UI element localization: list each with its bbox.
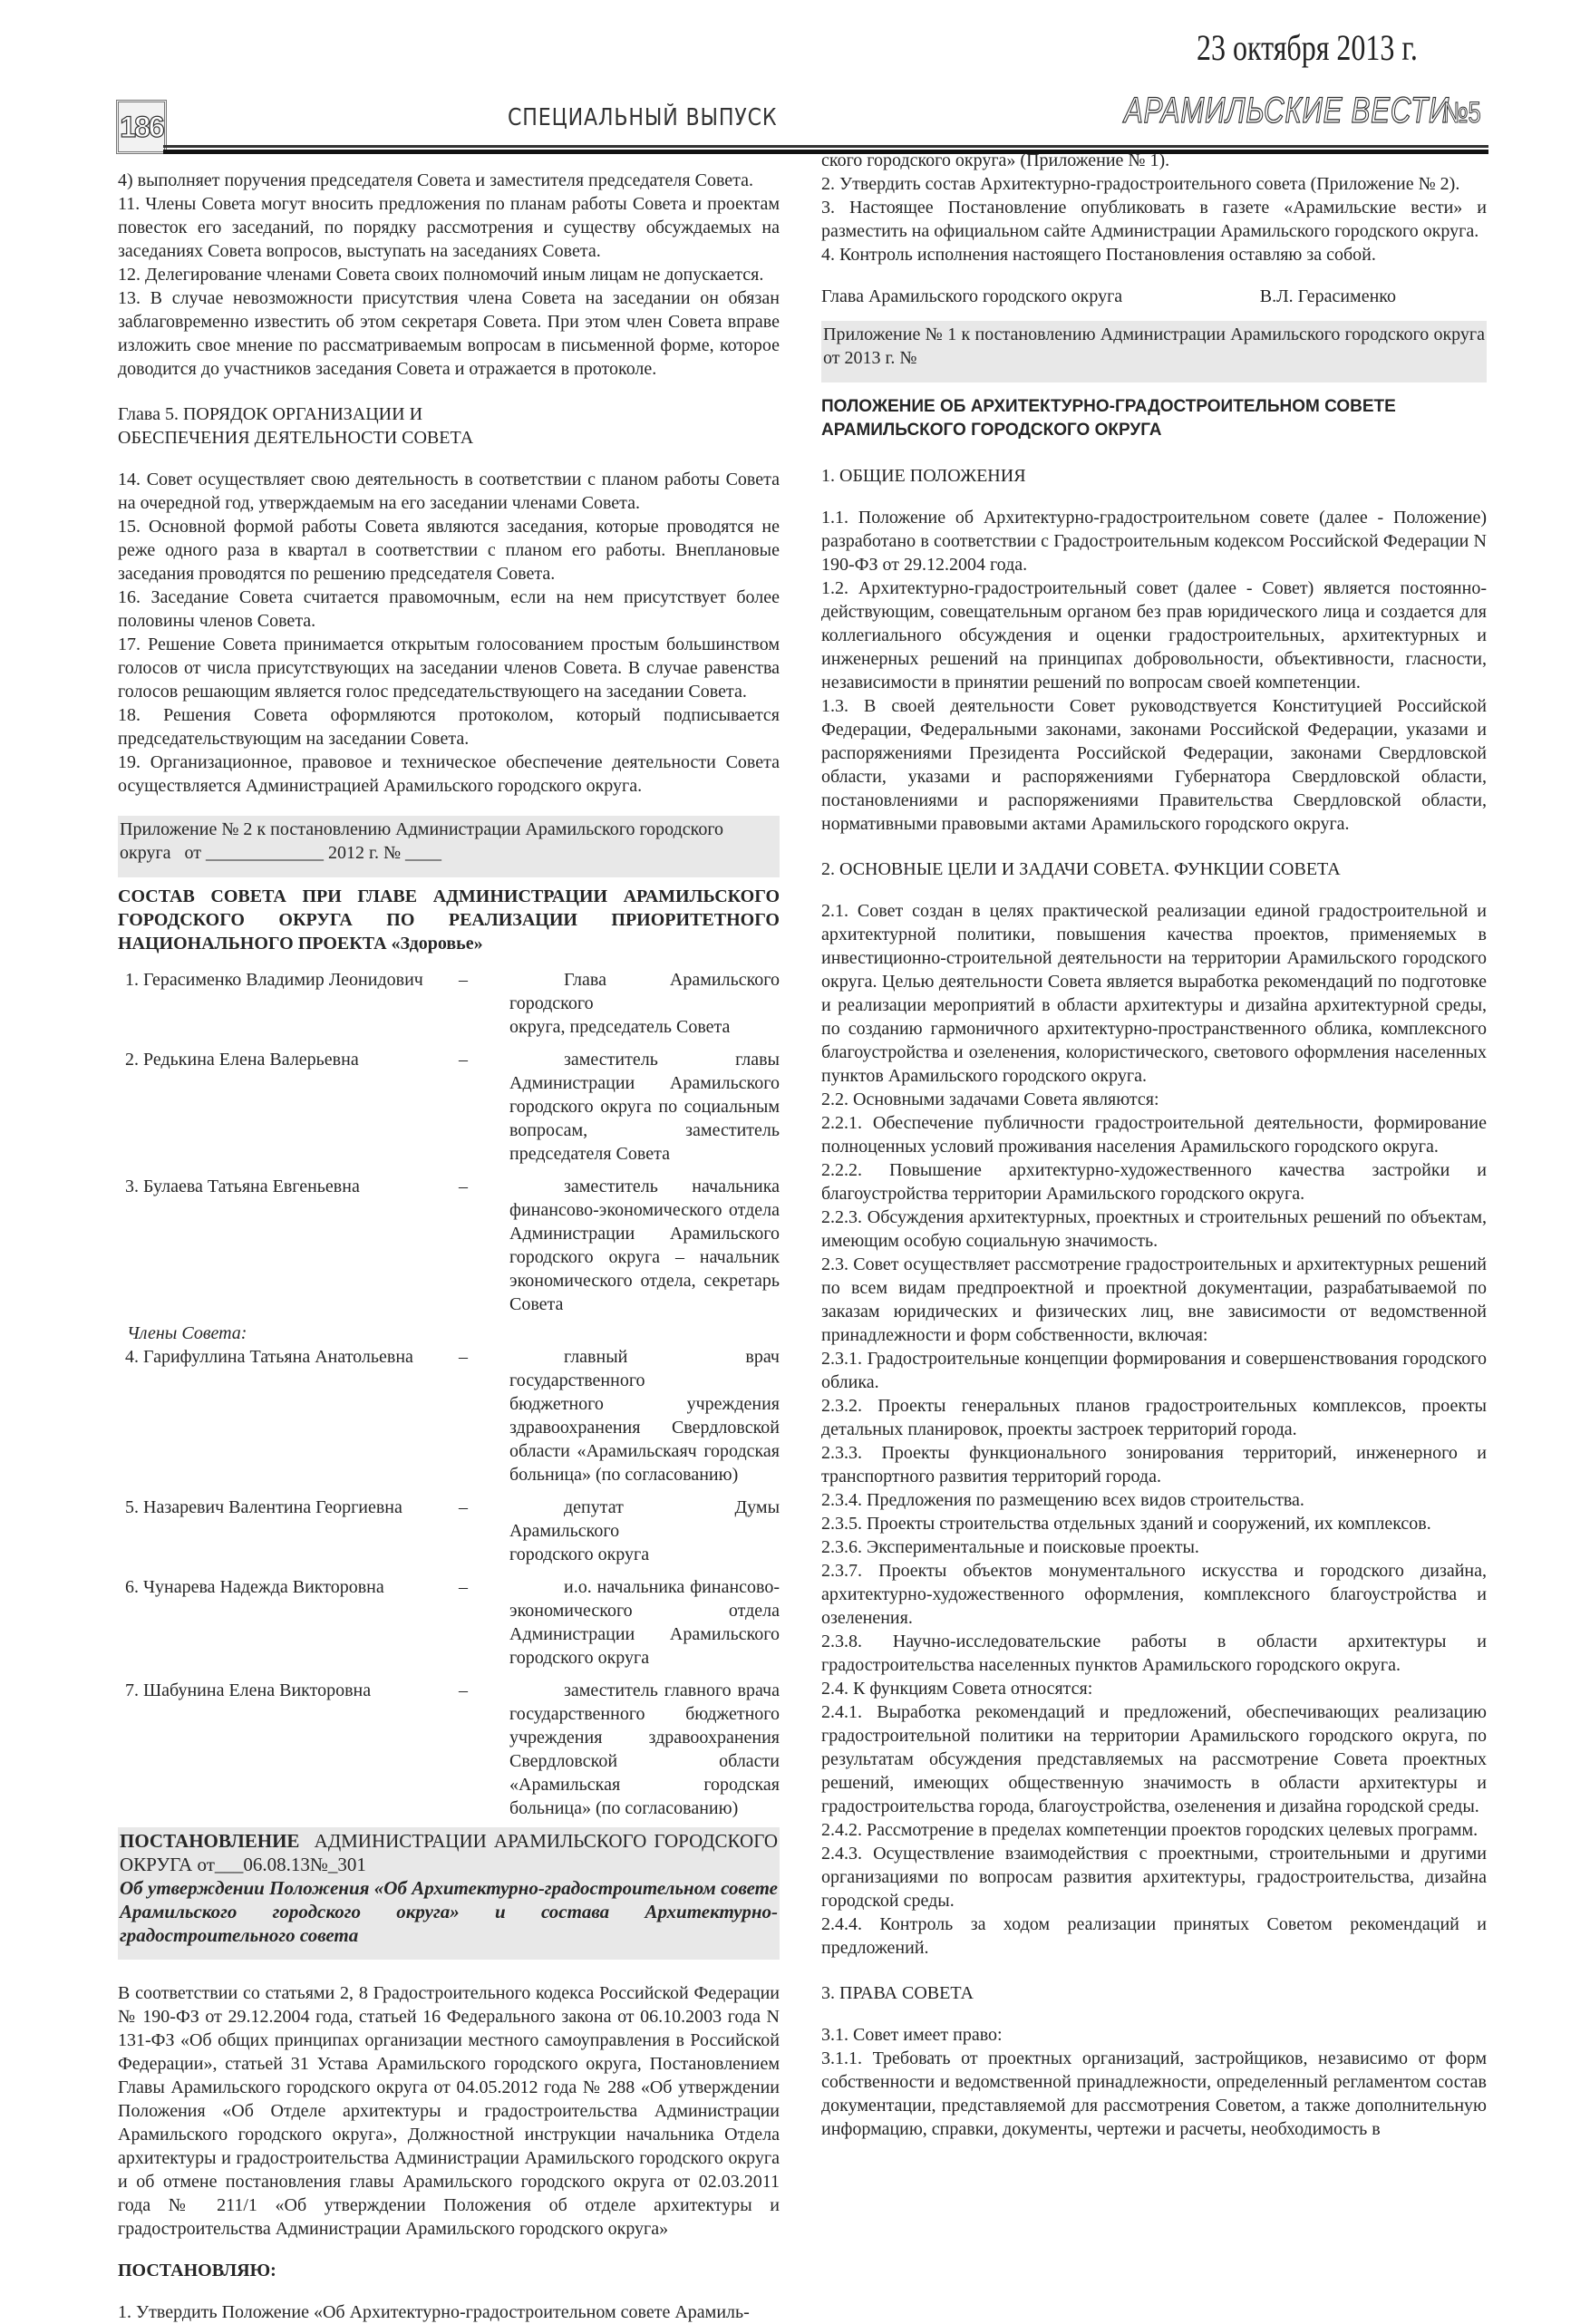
paragraph: 2.2.2. Повышение архитектурно-художественного качества застройки и благоустройства территории Арамильского городского округа. (821, 1160, 1487, 1204)
member-name: 3. Булаева Татьяна Евгеньевна (125, 1177, 360, 1196)
decree-header-box (118, 1827, 783, 1960)
members-label: Члены Совета: (127, 1323, 247, 1343)
section1-paragraphs (821, 506, 1487, 836)
paragraph: 2.3.5. Проекты строительства отдельных зданий и сооружений, их комплексов. (821, 1514, 1431, 1534)
paragraph: 2.4. К функциям Совета относятся: (821, 1679, 1093, 1699)
paragraph: 17. Решение Совета принимается открытым голосованием простым большинством голосов от числа присутствующих на заседании членов Совета. В случае равенства голосов решающим является голос председательствующего на заседании Совета. (118, 634, 780, 702)
appendix1-box: Приложение № 1 к постановлению Администрации Арамильского городского округа от 2013 г. № (821, 321, 1487, 382)
left-column (118, 169, 783, 2324)
header-rule (163, 145, 1488, 148)
member-role-rest: бюджетного учреждения здравоохранения Свердловской области «Арамильскаяч городская больница» (по согласованию) (509, 1394, 780, 1485)
paragraph: 3.1. Совет имеет право: (821, 2025, 1003, 2045)
chapter5-title-line: Глава 5. ПОРЯДОК ОРГАНИЗАЦИИ И (118, 404, 423, 424)
paragraph: 1.1. Положение об Архитектурно-градостроительном совете (далее - Положение) разработано в соответствии с Градостроительным кодексом Российской Федерации N 190-ФЗ от 29.12.2004 года. (821, 508, 1487, 575)
dash: – (459, 1577, 468, 1597)
decree-item-1: 1. Утвердить Положение «Об Архитектурно-градостроительном совете Арамиль- (118, 2302, 750, 2322)
paragraph: 18. Решения Совета оформляются протоколом, который подписывается председательствующим на заседании Совета. (118, 705, 780, 749)
section2-title: 2. ОСНОВНЫЕ ЦЕЛИ И ЗАДАЧИ СОВЕТА. ФУНКЦИИ СОВЕТА (821, 859, 1341, 879)
dash: – (459, 1177, 468, 1196)
signature-title: Глава Арамильского городского округа (821, 286, 1123, 306)
member-role-rest: финансово-экономического отдела Администрации Арамильского городского округа – начальник экономического отдела, секретарь Совета (509, 1200, 780, 1314)
paragraph: 14. Совет осуществляет свою деятельность в соответствии с планом работы Совета на очередной год, утверждаемым на его заседании членами Совета. (118, 470, 780, 513)
regulation-title: ПОЛОЖЕНИЕ ОБ АРХИТЕКТУРНО-ГРАДОСТРОИТЕЛЬНОМ СОВЕТЕ АРАМИЛЬСКОГО ГОРОДСКОГО ОКРУГА (821, 397, 1396, 440)
paragraph: 2. Утвердить состав Архитектурно-градостроительного совета (Приложение № 2). (821, 174, 1460, 194)
member-role-first: главный врач государственного (509, 1347, 780, 1390)
dash: – (459, 1680, 468, 1700)
paragraph: 2.3.6. Экспериментальные и поисковые проекты. (821, 1537, 1199, 1557)
signature-name: В.Л. Герасименко (1259, 286, 1396, 306)
member-role (509, 1175, 780, 1316)
newspaper-logo: АРАМИЛЬСКИЕ ВЕСТИ (1124, 91, 1450, 131)
decree-items (821, 149, 1487, 266)
member-role-rest: государственного бюджетного учреждения здравоохранения Свердловской области «Арамильская городская больница» (по согласованию) (509, 1704, 780, 1818)
member-row (125, 1048, 780, 1166)
member-name: 5. Назаревич Валентина Георгиевна (125, 1497, 402, 1517)
member-role (509, 1575, 780, 1670)
paragraph: 1.2. Архитектурно-градостроительный совет (далее - Совет) является постоянно-действующим, совещательным органом без прав юридического лица и создается для коллегиального обсуждения и оценки градостроительных, архитектурных и инженерных решений на принципах добровольности, объективности, гласности, независимости в принятии решений по вопросам своей компетенции. (821, 578, 1487, 692)
paragraph: 4) выполняет поручения председателя Совета и заместителя председателя Совета. (118, 170, 754, 190)
paragraph: 2.2. Основными задачами Совета являются: (821, 1089, 1159, 1109)
section-label: СПЕЦИАЛЬНЫЙ ВЫПУСК (508, 104, 778, 131)
paragraph: 19. Организационное, правовое и техническое обеспечение деятельности Совета осуществляется Администрацией Арамильского городского округа. (118, 752, 780, 796)
composition-title-project: «Здоровье» (391, 934, 483, 954)
member-row (125, 1496, 780, 1566)
section1-title: 1. ОБЩИЕ ПОЛОЖЕНИЯ (821, 466, 1026, 486)
chapter5-paragraphs (118, 468, 780, 798)
decree-issuer: АДМИНИСТРАЦИИ АРАМИЛЬСКОГО ГОРОДСКОГО ОКРУГА от___06.08.13№_301 (120, 1830, 783, 1875)
composition-title-text: СОСТАВ СОВЕТА ПРИ ГЛАВЕ АДМИНИСТРАЦИИ АРАМИЛЬСКОГО ГОРОДСКОГО ОКРУГА ПО РЕАЛИЗАЦИИ ПРИОРИТЕТНОГО НАЦИОНАЛЬНОГО ПРОЕКТА (118, 886, 780, 954)
paragraph: 2.4.4. Контроль за ходом реализации принятых Советом рекомендаций и предложений. (821, 1914, 1487, 1958)
member-row (125, 1575, 780, 1670)
member-row (125, 1345, 780, 1486)
paragraph: 2.3.7. Проекты объектов монументального искусства и городского дизайна, архитектурно-художественного оформления, комплексного благоустройства и озеленения. (821, 1561, 1487, 1628)
member-role-rest: экономического отдела Администрации Арамильского городского округа (509, 1601, 780, 1668)
composition-title (118, 885, 780, 955)
paragraph: 13. В случае невозможности присутствия члена Совета на заседании он обязан заблаговременно известить об этом секретаря Совета. При этом член Совета вправе изложить свое мнение по рассматриваемым вопросам в письменной форме, которое доводится до участников заседания Совета и отражается в протоколе. (118, 288, 780, 379)
member-role-rest: округа, председатель Совета (509, 1017, 731, 1037)
paragraph: 2.3.8. Научно-исследовательские работы в области архитектуры и градостроительства населенных пунктов Арамильского городского округа. (821, 1632, 1487, 1675)
paragraph: 1.3. В своей деятельности Совет руководствуется Конституцией Российской Федерации, Федеральными законами, законами Российской Федерации, указами и распоряжениями Президента Российской Федерации, законами Свердловской области, указами и распоряжениями Губернатора Свердловской области, постановлениями и распоряжениями Правительства Свердловской области, нормативными правовыми актами Арамильского городского округа. (821, 696, 1487, 834)
dash: – (459, 1050, 468, 1070)
paragraph: 2.4.2. Рассмотрение в пределах компетенции проектов городских целевых программ. (821, 1820, 1479, 1840)
member-name: 6. Чунарева Надежда Викторовна (125, 1577, 384, 1597)
paragraph: 16. Заседание Совета считается правомочным, если на нем присутствует более половины членов Совета. (118, 587, 780, 631)
member-role-rest: Администрации Арамильского городского округа по социальным вопросам, заместитель председателя Совета (509, 1073, 780, 1164)
paragraph: ского городского округа» (Приложение № 1). (821, 150, 1170, 170)
member-role-first: заместитель начальника (564, 1177, 780, 1196)
chapter5-title-line: ОБЕСПЕЧЕНИЯ ДЕЯТЕЛЬНОСТИ СОВЕТА (118, 428, 474, 448)
paragraph: 2.4.3. Осуществление взаимодействия с проектными, строительными и другими организациями по вопросам развития архитектуры, градостроительства, дизайна городской среды. (821, 1844, 1487, 1911)
member-row (125, 1175, 780, 1316)
member-role-first: депутат Думы Арамильского (509, 1497, 780, 1541)
decree-label: ПОСТАНОВЛЕНИЕ (120, 1830, 300, 1852)
section3-title: 3. ПРАВА СОВЕТА (821, 1983, 974, 2003)
issue-number: №5 (1443, 96, 1481, 129)
paragraph: 3. Настоящее Постановление опубликовать в газете «Арамильские вести» и разместить на официальном сайте Администрации Арамильского городского округа. (821, 198, 1487, 241)
member-role (509, 1679, 780, 1820)
paragraph: 2.3.3. Проекты функционального зонирования территорий, инженерного и транспортного развития территорий города. (821, 1443, 1487, 1486)
section2-paragraphs (821, 899, 1487, 1960)
member-row (125, 1679, 780, 1820)
member-name: 2. Редькина Елена Валерьевна (125, 1050, 359, 1070)
paragraph: 2.2.1. Обеспечение публичности градостроительной деятельности, формирование полноценных условий проживания населения Арамильского городского округа. (821, 1113, 1487, 1157)
paragraph: 11. Члены Совета могут вносить предложения по планам работы Совета и проектам повесток его заседаний, по порядку рассмотрения и существу обсуждаемых на заседаниях Совета вопросов, выступать на заседаниях Совета. (118, 194, 780, 261)
member-role-rest: городского округа (509, 1544, 650, 1564)
paragraph: 12. Делегирование членами Совета своих полномочий иным лицам не допускается. (118, 265, 764, 285)
appendix2-line: округа от _____________ 2012 г. № ____ (120, 843, 442, 863)
right-column (821, 149, 1487, 2141)
chapter5-title (118, 402, 780, 450)
member-role (509, 1496, 780, 1566)
paragraph: 3.1.1. Требовать от проектных организаций, застройщиков, независимо от форм собственности и ведомственной принадлежности, определенный регламентом состав документации, представляемой для рассмотрения Советом, а также дополнительную информацию, справки, документы, чертежи и расчеты, необходимость в (821, 2048, 1487, 2139)
dash: – (459, 970, 468, 990)
signature (821, 285, 1487, 308)
paragraph: 2.2.3. Обсуждения архитектурных, проектных и строительных решений по объектам, имеющим особую социальную значимость. (821, 1207, 1487, 1251)
appendix2-line: Приложение № 2 к постановлению Администрации Арамильского городского (120, 819, 724, 839)
member-role-first: и.о. начальника финансово- (564, 1577, 780, 1597)
paragraph: 2.1. Совет создан в целях практической реализации единой градостроительной и архитектурной политики, повышения качества проектов, применяемых в инвестиционно-строительной деятельности на территории Арамильского городского округа. Целью деятельности Совета является выработка рекомендаций по подготовке и реализации мероприятий в области архитектуры и дизайна архитектурной среды, по созданию гармоничного архитектурно-пространственного облика, комплексного благоустройства и озеленения, колористического, светового оформления населенных пунктов Арамильского городского округа. (821, 901, 1487, 1086)
paragraph: 2.3.4. Предложения по размещению всех видов строительства. (821, 1490, 1304, 1510)
paragraph: 15. Основной формой работы Совета являются заседания, которые проводятся не реже одного раза в квартал в соответствии с планом его работы. Внеплановые заседания проводятся по решению председателя Совета. (118, 517, 780, 584)
paragraph: 2.3.2. Проекты генеральных планов градостроительных комплексов, проекты детальных планировок, проекты застроек территорий города. (821, 1396, 1487, 1439)
member-role (509, 968, 780, 1039)
member-role-first: заместитель главного врача (564, 1680, 780, 1700)
member-row (125, 968, 780, 1039)
paragraph: 2.3. Совет осуществляет рассмотрение градостроительных и архитектурных решений по всем видам предпроектной и проектной документации, разрабатываемой по заказам юридических и физических лиц, вне зависимости от ведомственной принадлежности и форм собственности, включая: (821, 1254, 1487, 1345)
paragraph: 4. Контроль исполнения настоящего Постановления оставляю за собой. (821, 245, 1376, 265)
appendix2-box (118, 816, 780, 877)
member-role (509, 1345, 780, 1486)
member-name: 7. Шабунина Елена Викторовна (125, 1680, 372, 1700)
council-rules-paragraphs (118, 169, 780, 381)
dash: – (459, 1497, 468, 1517)
member-name: 1. Герасименко Владимир Леонидович (125, 970, 423, 990)
resolve-heading: ПОСТАНОВЛЯЮ: (118, 2261, 276, 2280)
member-role-first: Глава Арамильского городского (509, 970, 780, 1013)
paragraph: 2.3.1. Градостроительные концепции формирования и совершенствования городского облика. (821, 1349, 1487, 1392)
page-number: 186 (116, 100, 167, 154)
paragraph: 2.4.1. Выработка рекомендаций и предложений, обеспечивающих реализацию градостроительной политики на территории Арамильского городского округа, по результатам обсуждения представляемых на рассмотрение Совета проектных решений, имеющих общественную значимость в области архитектуры и градостроительства города, благоустройства, озеленения и дизайна городской среды. (821, 1702, 1487, 1816)
decree-subject: Об утверждении Положения «Об Архитектурно-градостроительном совете Арамильского городского округа» и состава Архитектурно-градостроительного совета (120, 1877, 778, 1946)
section3-paragraphs (821, 2023, 1487, 2141)
member-role-first: заместитель главы (564, 1050, 780, 1070)
decree-preamble: В соответствии со статьями 2, 8 Градостроительного кодекса Российской Федерации № 190-ФЗ от 29.12.2004 года, статьей 16 Федерального закона от 06.10.2003 года N 131-ФЗ «Об общих принципах организации местного самоуправления в Российской Федерации», статьей 31 Устава Арамильского городского округа, Постановлением Главы Арамильского городского округа от 04.05.2012 года № 288 «Об утверждении Положения «Об Отделе архитектуры и градостроительства Администрации Арамильского городского округа», Должностной инструкции начальника Отдела архитектуры и градостроительства Администрации Арамильского городского округа и об отмене постановления главы Арамильского городского округа от 02.03.2011 года № 211/1 «Об утверждении Положения об отделе архитектуры и градостроительства Администрации Арамильского городского округа» (118, 1983, 780, 2239)
member-role (509, 1048, 780, 1166)
dash: – (459, 1347, 468, 1367)
issue-date: 23 октября 2013 г. (1197, 27, 1418, 68)
member-name: 4. Гарифуллина Татьяна Анатольевна (125, 1347, 413, 1367)
